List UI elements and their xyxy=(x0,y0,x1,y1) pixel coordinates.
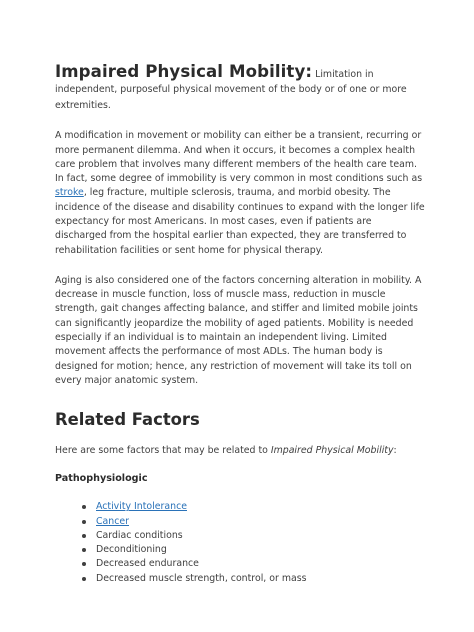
related-factors-intro-colon: : xyxy=(393,445,397,457)
list-item-label: Decreased muscle strength, control, or mass xyxy=(96,572,307,584)
paragraph-aging: Aging is also considered one of the factors concerning alteration in mobility. A decrease in muscle function, loss of muscle mass, reduction in muscle strength, gait changes affecting balance, and stiffer and limited mobile joints can significantly jeopardize the mobility of aged patients. Mobility is needed especially if an individual is to maintain an independent living. Limited movement affects the performance of most ADLs. The human body is designed for motion; hence, any restriction of movement will take its toll on every major anatomic system. xyxy=(55,274,422,386)
paragraph-modification-text-end: , leg fracture, multiple sclerosis, trauma, and morbid obesity. The incidence of the disease and disability continues to expand with the longer life expectancy for most Americans. In most cases, even if patients are discharged from the hospital earlier than expected, they are transferred to rehabilitation facilities or sent home for physical therapy. xyxy=(55,187,425,256)
bullet-icon xyxy=(82,505,86,509)
document-page xyxy=(55,64,425,586)
list-item xyxy=(55,515,425,529)
list-item-label: Cardiac conditions xyxy=(96,529,183,541)
paragraph-modification-text-start: A modification in movement or mobility can either be a transient, recurring or more permanent dilemma. And when it occurs, it becomes a complex health care problem that involves many different members of the health care team. In fact, some degree of immobility is very common in most conditions such as xyxy=(55,130,423,185)
term-definition: Limitation in independent, purposeful physical movement of the body or of one or more extremities. xyxy=(55,69,407,111)
paragraph-modification xyxy=(55,129,425,258)
bullet-icon xyxy=(82,520,86,524)
related-factors-intro xyxy=(55,444,425,458)
bullet-icon xyxy=(82,534,86,538)
list-item-label: Deconditioning xyxy=(96,544,167,556)
list-item xyxy=(55,529,425,543)
bullet-icon xyxy=(82,548,86,552)
bullet-icon xyxy=(82,577,86,581)
bullet-icon xyxy=(82,562,86,566)
list-item xyxy=(55,572,425,586)
list-item-label: Decreased endurance xyxy=(96,558,199,570)
list-item xyxy=(55,500,425,514)
factor-list xyxy=(55,500,425,586)
list-item xyxy=(55,543,425,557)
stroke-link[interactable]: stroke xyxy=(55,187,84,199)
term-heading: Impaired Physical Mobility: xyxy=(55,62,313,81)
related-factors-intro-term: Impaired Physical Mobility xyxy=(270,445,394,457)
related-factors-heading: Related Factors xyxy=(55,410,200,430)
pathophysiologic-subheading: Pathophysiologic xyxy=(55,473,148,485)
activity-intolerance-link[interactable]: Activity Intolerance xyxy=(96,501,187,513)
list-item xyxy=(55,557,425,571)
cancer-link[interactable]: Cancer xyxy=(96,515,130,527)
related-factors-intro-text: Here are some factors that may be related to xyxy=(55,445,271,457)
intro-paragraph xyxy=(55,64,425,113)
